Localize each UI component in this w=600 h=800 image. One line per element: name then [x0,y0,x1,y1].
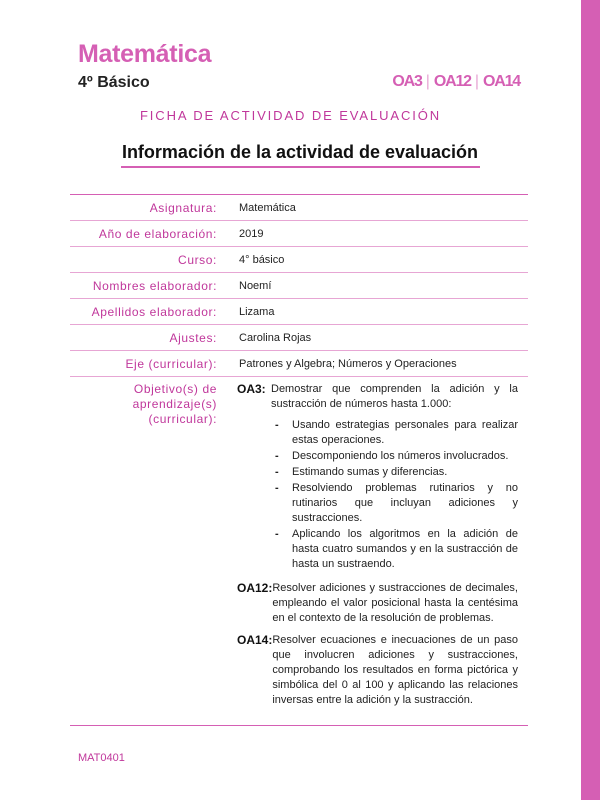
objective-text: Demostrar que comprenden la adición y la sustracción de números hasta 1.000: [271,383,518,410]
side-accent-bar [581,0,600,800]
row-label: Curso: [178,253,217,267]
list-item [275,449,518,464]
bullet-dash: - [275,450,279,462]
row-value: 2019 [239,228,264,240]
table-row [70,351,528,377]
grade-label: 4º Básico [78,74,150,91]
objectives-row [70,377,528,725]
row-label: Ajustes: [169,331,217,345]
bullet-dash: - [275,482,279,494]
objective-item [237,633,518,708]
objective-bullet-list [271,418,518,572]
oa-separator: | [474,73,479,90]
list-item [275,465,518,480]
bullet-text: Usando estrategias personales para realizar estas operaciones. [292,419,518,446]
row-value: Noemí [239,280,272,292]
oa-separator: | [425,73,430,90]
oa-code: OA14 [483,73,520,90]
list-item [275,527,518,572]
row-value: Patrones y Algebra; Números y Operaciones [239,358,457,370]
table-row [70,221,528,247]
row-value: 4° básico [239,254,285,266]
list-item [275,418,518,448]
objective-code: OA12: [237,581,273,595]
row-label: Asignatura: [149,201,217,215]
objective-code: OA14: [237,633,273,647]
table-row [70,299,528,325]
bullet-text: Aplicando los algoritmos en la adición de hasta cuatro sumandos y en la sustracción de hasta un sustraendo. [292,528,518,570]
objective-text: Resolver ecuaciones e inecuaciones de un paso que involucren adiciones y sustracciones, comprobando los resultados en forma pictórica y simbólica del 0 al 100 y aplicando las relaciones inversas entre la adición y la sustracción. [272,634,518,706]
objectives-label: Objetivo(s) de aprendizaje(s) (curricular): [132,382,217,426]
table-row [70,247,528,273]
table-row [70,273,528,299]
info-table [70,194,528,726]
title-underline [121,166,480,168]
bullet-text: Descomponiendo los números involucrados. [292,450,509,462]
bullet-text: Resolviendo problemas rutinarios y no rutinarios que incluyan adiciones y sustracciones. [292,482,518,524]
objective-text: Resolver adiciones y sustracciones de decimales, empleando el valor posicional hasta la centésima en el contexto de la resolución de problemas. [272,582,518,624]
row-label: Nombres elaborador: [92,279,217,293]
subject-title: Matemática [78,40,212,68]
row-value: Carolina Rojas [239,332,312,344]
objective-code: OA3: [237,382,266,396]
row-value: Lizama [239,306,275,318]
row-value: Matemática [239,202,296,214]
row-label: Apellidos elaborador: [91,305,217,319]
row-label: Año de elaboración: [98,227,217,241]
page-title: Información de la actividad de evaluación [121,142,479,162]
bullet-dash: - [275,419,279,431]
list-item [275,481,518,526]
table-row [70,325,528,351]
oa-code: OA3 [392,73,422,90]
row-label: Eje (curricular): [125,357,217,371]
oa-code: OA12 [433,73,471,90]
objective-item [237,581,518,626]
bullet-dash: - [275,528,279,540]
bullet-text: Estimando sumas y diferencias. [292,466,448,478]
document-code: MAT0401 [78,752,125,764]
table-row [70,195,528,221]
document-type-heading: FICHA DE ACTIVIDAD DE EVALUACIÓN [139,108,442,123]
objectives-content [217,377,528,725]
oa-code-list [392,73,520,91]
bullet-dash: - [275,466,279,478]
objective-item [237,382,518,574]
